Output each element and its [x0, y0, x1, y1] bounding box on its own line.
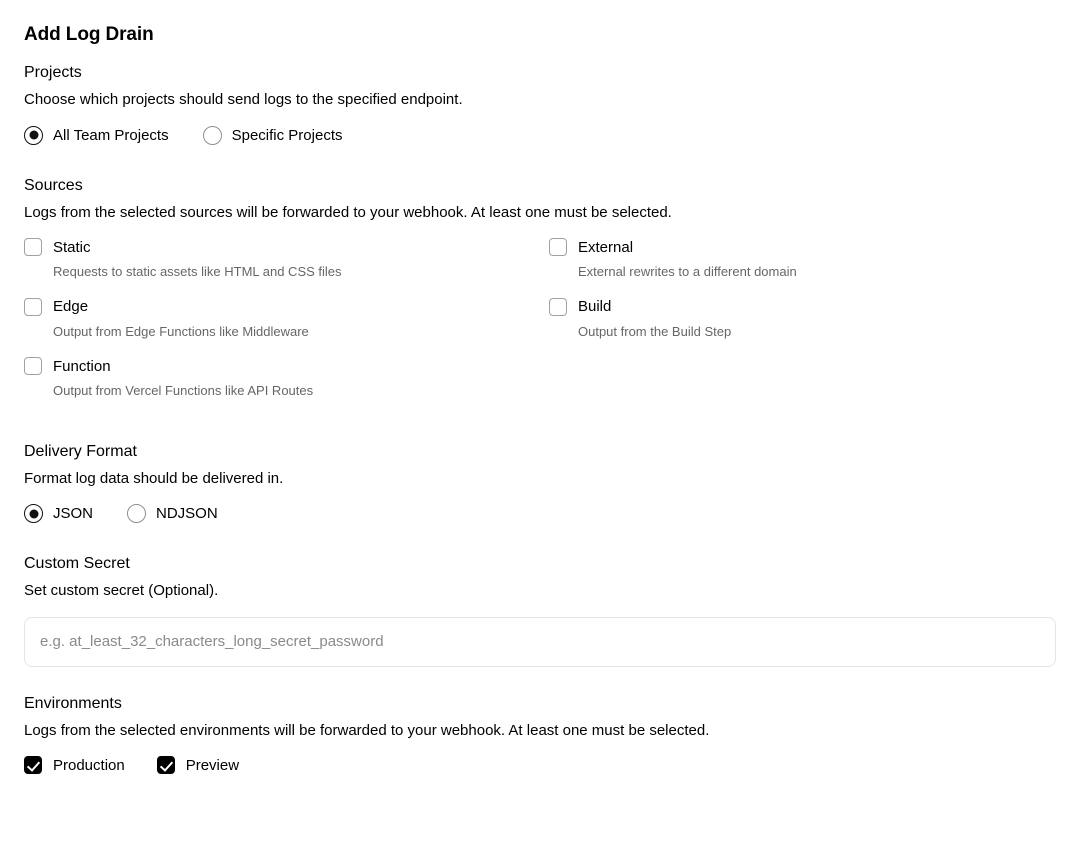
env-production-label: Production: [53, 756, 125, 774]
projects-section: [24, 64, 1056, 145]
sources-description: Logs from the selected sources will be forwarded to your webhook. At least one must be selected.: [24, 203, 672, 221]
projects-radio-group: [24, 126, 1056, 145]
source-static-description: Requests to static assets like HTML and CSS files: [53, 264, 342, 279]
source-item-external: [549, 238, 1056, 280]
environments-description: Logs from the selected environments will be forwarded to your webhook. At least one must be selected.: [24, 721, 710, 739]
checkbox-build-icon[interactable]: [549, 298, 567, 316]
radio-ndjson-unselected-icon[interactable]: [127, 504, 146, 523]
checkbox-edge-icon[interactable]: [24, 298, 42, 316]
custom-secret-description: Set custom secret (Optional).: [24, 582, 219, 600]
source-external-checkbox-row[interactable]: [549, 238, 1056, 256]
projects-description: Choose which projects should send logs to the specified endpoint.: [24, 91, 463, 108]
env-production[interactable]: [24, 756, 125, 774]
radio-ndjson-label: NDJSON: [156, 505, 218, 523]
radio-specific-projects-label: Specific Projects: [231, 126, 343, 144]
environments-checkbox-group: [24, 756, 1056, 774]
custom-secret-title: Custom Secret: [24, 555, 130, 573]
source-external-description: External rewrites to a different domain: [578, 264, 797, 279]
source-item-edge: [24, 298, 549, 340]
delivery-format-radio-group: [24, 504, 1056, 523]
checkbox-external-icon[interactable]: [549, 238, 567, 256]
radio-all-team-projects-label: All Team Projects: [53, 126, 169, 144]
source-item-static: [24, 238, 549, 280]
radio-specific-projects[interactable]: [203, 126, 343, 145]
delivery-format-description: Format log data should be delivered in.: [24, 469, 284, 487]
source-static-checkbox-row[interactable]: [24, 238, 549, 256]
radio-ndjson[interactable]: [127, 504, 218, 523]
custom-secret-section: [24, 555, 1056, 695]
radio-unselected-icon[interactable]: [203, 126, 222, 145]
source-item-build: [549, 298, 1056, 340]
projects-title: Projects: [24, 64, 82, 81]
source-external-label: External: [578, 238, 634, 256]
delivery-format-title: Delivery Format: [24, 442, 137, 460]
radio-selected-icon[interactable]: [24, 126, 43, 145]
sources-title: Sources: [24, 176, 83, 194]
checkbox-production-icon[interactable]: [24, 756, 42, 774]
custom-secret-input[interactable]: [24, 617, 1056, 667]
radio-all-team-projects[interactable]: [24, 126, 169, 145]
sources-grid: [24, 238, 1056, 417]
radio-json-selected-icon[interactable]: [24, 504, 43, 523]
source-edge-checkbox-row[interactable]: [24, 298, 549, 316]
radio-json[interactable]: [24, 504, 93, 523]
radio-json-label: JSON: [53, 505, 94, 523]
source-build-description: Output from the Build Step: [578, 323, 732, 339]
source-function-description: Output from Vercel Functions like API Routes: [53, 383, 314, 399]
checkbox-preview-icon[interactable]: [157, 756, 175, 774]
source-static-label: Static: [53, 238, 91, 256]
source-edge-description: Output from Edge Functions like Middleware: [53, 323, 309, 339]
checkbox-static-icon[interactable]: [24, 238, 42, 256]
source-build-checkbox-row[interactable]: [549, 298, 1056, 316]
sources-section: [24, 177, 1056, 417]
source-build-label: Build: [578, 298, 612, 316]
sources-grid-empty-cell: [549, 357, 1056, 417]
checkbox-function-icon[interactable]: [24, 357, 42, 375]
environments-title: Environments: [24, 694, 122, 712]
env-preview[interactable]: [157, 756, 239, 774]
page-title: Add Log Drain: [24, 24, 154, 45]
delivery-format-section: [24, 443, 1056, 524]
environments-section: [24, 695, 1056, 775]
source-edge-label: Edge: [53, 298, 89, 316]
source-item-function: [24, 357, 549, 399]
env-preview-label: Preview: [185, 756, 240, 774]
source-function-checkbox-row[interactable]: [24, 357, 549, 375]
source-function-label: Function: [53, 357, 111, 375]
